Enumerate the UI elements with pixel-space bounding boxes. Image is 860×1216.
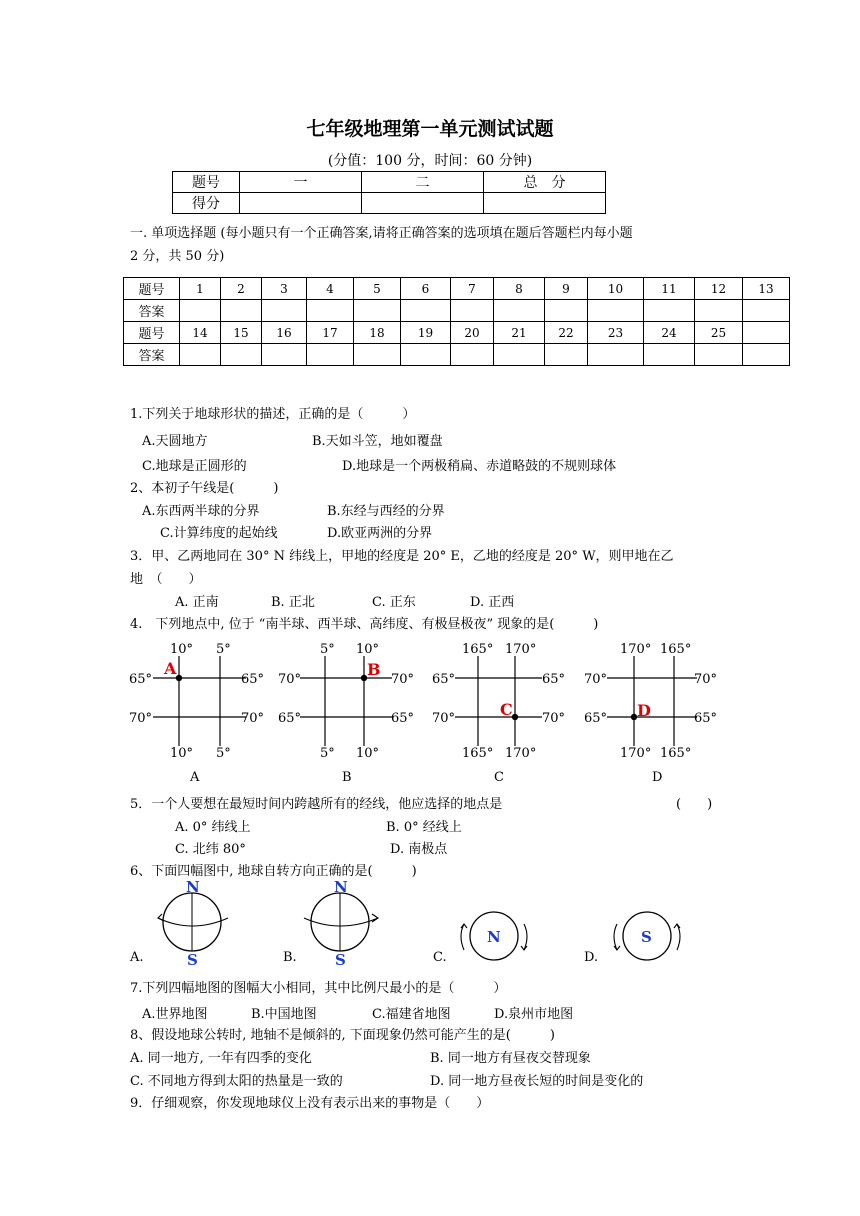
score-cell <box>484 193 606 214</box>
answer-cell[interactable] <box>180 300 221 322</box>
north-pole-label: N <box>487 928 501 946</box>
q3-option-a: A. 正南 <box>175 595 219 610</box>
q1-option-b: B.天如斗笠，地如覆盘 <box>312 434 443 449</box>
grid-label: 165° <box>462 642 494 657</box>
q2-option-a: A.东西两半球的分界 <box>142 504 260 519</box>
q3-option-d: D. 正西 <box>470 595 515 610</box>
grid-label: 165° <box>462 746 494 761</box>
q4-grid-c <box>430 638 575 763</box>
answer-table <box>123 277 790 366</box>
grid-label: 170° <box>620 642 652 657</box>
question-number: 20 <box>451 322 494 344</box>
score-table-header-row <box>173 172 606 193</box>
south-pole-label: S <box>335 951 346 968</box>
answer-cell[interactable] <box>262 344 307 366</box>
question-number: 12 <box>695 278 743 300</box>
q6-globe-d <box>608 902 688 972</box>
score-cell <box>362 193 484 214</box>
answer-table-arow <box>124 344 790 366</box>
grid-label: 70° <box>278 672 302 687</box>
q3-option-b: B. 正北 <box>271 595 315 610</box>
question-number: 15 <box>221 322 262 344</box>
grid-label: 70° <box>241 711 265 726</box>
answer-cell[interactable] <box>354 300 401 322</box>
point-label-d: D <box>637 701 651 720</box>
page-subtitle: (分值：100 分，时间：60 分钟) <box>327 153 533 169</box>
score-cell: 得分 <box>173 193 240 214</box>
question-number <box>743 322 790 344</box>
q3-stem-line1: 3．甲、乙两地同在 30° N 纬线上，甲地的经度是 20° E，乙地的经度是 20° W，则甲地在乙 <box>130 549 674 564</box>
answer-cell[interactable] <box>354 344 401 366</box>
south-pole-label: S <box>641 928 652 946</box>
question-number: 11 <box>644 278 695 300</box>
grid-label: 170° <box>620 746 652 761</box>
answer-cell[interactable] <box>494 300 545 322</box>
score-cell: 一 <box>240 172 362 193</box>
q3-option-c: C. 正东 <box>372 595 416 610</box>
q5-option-d: D. 南极点 <box>390 842 448 857</box>
q6-globe-c <box>455 902 535 972</box>
answer-cell[interactable] <box>262 300 307 322</box>
answer-cell[interactable] <box>644 300 695 322</box>
q7-stem: 7.下列四幅地图的图幅大小相同，其中比例尺最小的是（ ） <box>130 981 507 996</box>
q1-stem: 1.下列关于地球形状的描述，正确的是（ ） <box>130 407 416 422</box>
q6-globe-b <box>298 878 388 968</box>
grid-label: 165° <box>660 746 692 761</box>
answer-cell[interactable] <box>494 344 545 366</box>
answer-cell[interactable] <box>401 344 451 366</box>
question-number: 22 <box>545 322 588 344</box>
grid-label: 5° <box>216 746 231 761</box>
question-number: 16 <box>262 322 307 344</box>
grid-label: 5° <box>216 642 231 657</box>
question-number: 6 <box>401 278 451 300</box>
grid-label: 65° <box>391 711 415 726</box>
q1-option-c: C.地球是正圆形的 <box>142 459 247 474</box>
grid-label: 65° <box>542 672 566 687</box>
question-number: 4 <box>307 278 354 300</box>
answer-cell[interactable] <box>451 344 494 366</box>
q4-grid-a <box>128 638 270 763</box>
question-number: 18 <box>354 322 401 344</box>
q9-stem: 9．仔细观察，你发现地球仪上没有表示出来的事物是（ ） <box>130 1096 490 1111</box>
q4-caption-c: C <box>494 770 504 785</box>
q8-option-b: B. 同一地方有昼夜交替现象 <box>430 1051 591 1066</box>
question-number: 1 <box>180 278 221 300</box>
question-number: 19 <box>401 322 451 344</box>
grid-label: 10° <box>170 746 194 761</box>
answer-table-arow <box>124 300 790 322</box>
answer-cell[interactable] <box>307 344 354 366</box>
q4-caption-d: D <box>652 770 663 785</box>
q5-answer-paren: ( ) <box>676 797 713 812</box>
q6-label-b: B. <box>283 950 297 965</box>
score-cell: 总 分 <box>484 172 606 193</box>
q2-option-c: C.计算纬度的起始线 <box>160 526 278 541</box>
grid-label: 65° <box>129 672 153 687</box>
answer-table-label: 题号 <box>124 322 180 344</box>
question-number: 10 <box>588 278 644 300</box>
grid-label: 70° <box>584 672 608 687</box>
q4-grid-b <box>278 638 420 763</box>
score-cell: 题号 <box>173 172 240 193</box>
question-number: 2 <box>221 278 262 300</box>
q3-stem-line2: 地 （ ） <box>130 572 202 587</box>
q1-option-d: D.地球是一个两极稍扁、赤道略鼓的不规则球体 <box>342 459 617 474</box>
question-number: 5 <box>354 278 401 300</box>
grid-label: 65° <box>584 711 608 726</box>
grid-label: 70° <box>542 711 566 726</box>
q2-option-d: D.欧亚两洲的分界 <box>327 526 433 541</box>
answer-cell[interactable] <box>221 344 262 366</box>
q5-option-a: A. 0° 纬线上 <box>175 820 251 835</box>
question-number: 14 <box>180 322 221 344</box>
q8-option-d: D. 同一地方昼夜长短的时间是变化的 <box>430 1074 644 1089</box>
grid-label: 170° <box>505 642 537 657</box>
answer-cell[interactable] <box>588 300 644 322</box>
north-pole-label: N <box>186 878 200 896</box>
q1-option-a: A.天圆地方 <box>142 434 208 449</box>
question-number: 7 <box>451 278 494 300</box>
question-number: 9 <box>545 278 588 300</box>
q2-option-b: B.东经与西经的分界 <box>327 504 445 519</box>
q8-option-c: C. 不同地方得到太阳的热量是一致的 <box>130 1074 343 1089</box>
answer-table-label: 答案 <box>124 344 180 366</box>
grid-label: 70° <box>129 711 153 726</box>
q5-option-b: B. 0° 经线上 <box>386 820 462 835</box>
answer-table-label: 答案 <box>124 300 180 322</box>
q4-caption-a: A <box>190 770 200 785</box>
grid-label: 5° <box>320 746 335 761</box>
q6-label-d: D. <box>584 950 599 965</box>
answer-cell[interactable] <box>695 344 743 366</box>
q8-stem: 8、假设地球公转时, 地轴不是倾斜的, 下面现象仍然可能产生的是( ) <box>130 1028 555 1043</box>
answer-table-qrow <box>124 278 790 300</box>
q5-option-c: C. 北纬 80° <box>175 842 246 857</box>
q7-option-a: A.世界地图 <box>142 1007 208 1022</box>
q7-option-d: D.泉州市地图 <box>494 1007 574 1022</box>
question-number: 23 <box>588 322 644 344</box>
answer-table-qrow <box>124 322 790 344</box>
answer-cell[interactable] <box>545 344 588 366</box>
q6-label-a: A. <box>130 950 144 965</box>
answer-cell[interactable] <box>451 300 494 322</box>
answer-cell[interactable] <box>743 300 790 322</box>
point-label-c: C <box>500 700 513 719</box>
q7-option-c: C.福建省地图 <box>372 1007 451 1022</box>
answer-cell[interactable] <box>743 344 790 366</box>
q4-caption-b: B <box>342 770 352 785</box>
section1-line2: 2 分，共 50 分) <box>130 249 225 264</box>
point-label-b: B <box>367 660 381 679</box>
q6-stem: 6、下面四幅图中, 地球自转方向正确的是( ) <box>130 864 417 879</box>
grid-label: 165° <box>660 642 692 657</box>
answer-cell[interactable] <box>644 344 695 366</box>
grid-label: 65° <box>694 711 718 726</box>
score-table <box>172 171 606 214</box>
score-table-value-row <box>173 193 606 214</box>
answer-cell[interactable] <box>401 300 451 322</box>
question-number: 17 <box>307 322 354 344</box>
q8-option-a: A. 同一地方, 一年有四季的变化 <box>130 1051 312 1066</box>
question-number: 13 <box>743 278 790 300</box>
point-label-a: A <box>164 659 177 678</box>
grid-label: 70° <box>391 672 415 687</box>
grid-label: 65° <box>278 711 302 726</box>
answer-cell[interactable] <box>307 300 354 322</box>
answer-cell[interactable] <box>695 300 743 322</box>
grid-label: 65° <box>432 672 456 687</box>
q5-stem: 5．一个人要想在最短时间内跨越所有的经线，他应选择的地点是 <box>130 797 503 812</box>
q6-globe-a <box>150 878 240 968</box>
section1-line1: 一. 单项选择题 (每小题只有一个正确答案,请将正确答案的选项填在题后答题栏内每小题 <box>130 226 633 241</box>
q2-stem: 2、本初子午线是( ) <box>130 481 279 496</box>
grid-label: 10° <box>170 642 194 657</box>
grid-label: 10° <box>356 746 380 761</box>
q6-label-c: C. <box>433 950 447 965</box>
score-cell: 二 <box>362 172 484 193</box>
question-number: 3 <box>262 278 307 300</box>
grid-label: 5° <box>320 642 335 657</box>
answer-cell[interactable] <box>180 344 221 366</box>
answer-table-label: 题号 <box>124 278 180 300</box>
grid-label: 170° <box>505 746 537 761</box>
south-pole-label: S <box>187 951 198 968</box>
question-number: 21 <box>494 322 545 344</box>
question-number: 25 <box>695 322 743 344</box>
question-number: 8 <box>494 278 545 300</box>
q4-stem: 4. 下列地点中, 位于 “南半球、西半球、高纬度、有极昼极夜” 现象的是( ) <box>130 617 599 632</box>
answer-cell[interactable] <box>588 344 644 366</box>
question-number: 24 <box>644 322 695 344</box>
page-title: 七年级地理第一单元测试试题 <box>306 118 554 140</box>
grid-label: 70° <box>432 711 456 726</box>
score-cell <box>240 193 362 214</box>
q7-option-b: B.中国地图 <box>251 1007 317 1022</box>
grid-label: 70° <box>694 672 718 687</box>
grid-label: 65° <box>241 672 265 687</box>
q4-grid-d <box>582 638 727 763</box>
north-pole-label: N <box>334 878 348 896</box>
answer-cell[interactable] <box>221 300 262 322</box>
answer-cell[interactable] <box>545 300 588 322</box>
grid-label: 10° <box>356 642 380 657</box>
